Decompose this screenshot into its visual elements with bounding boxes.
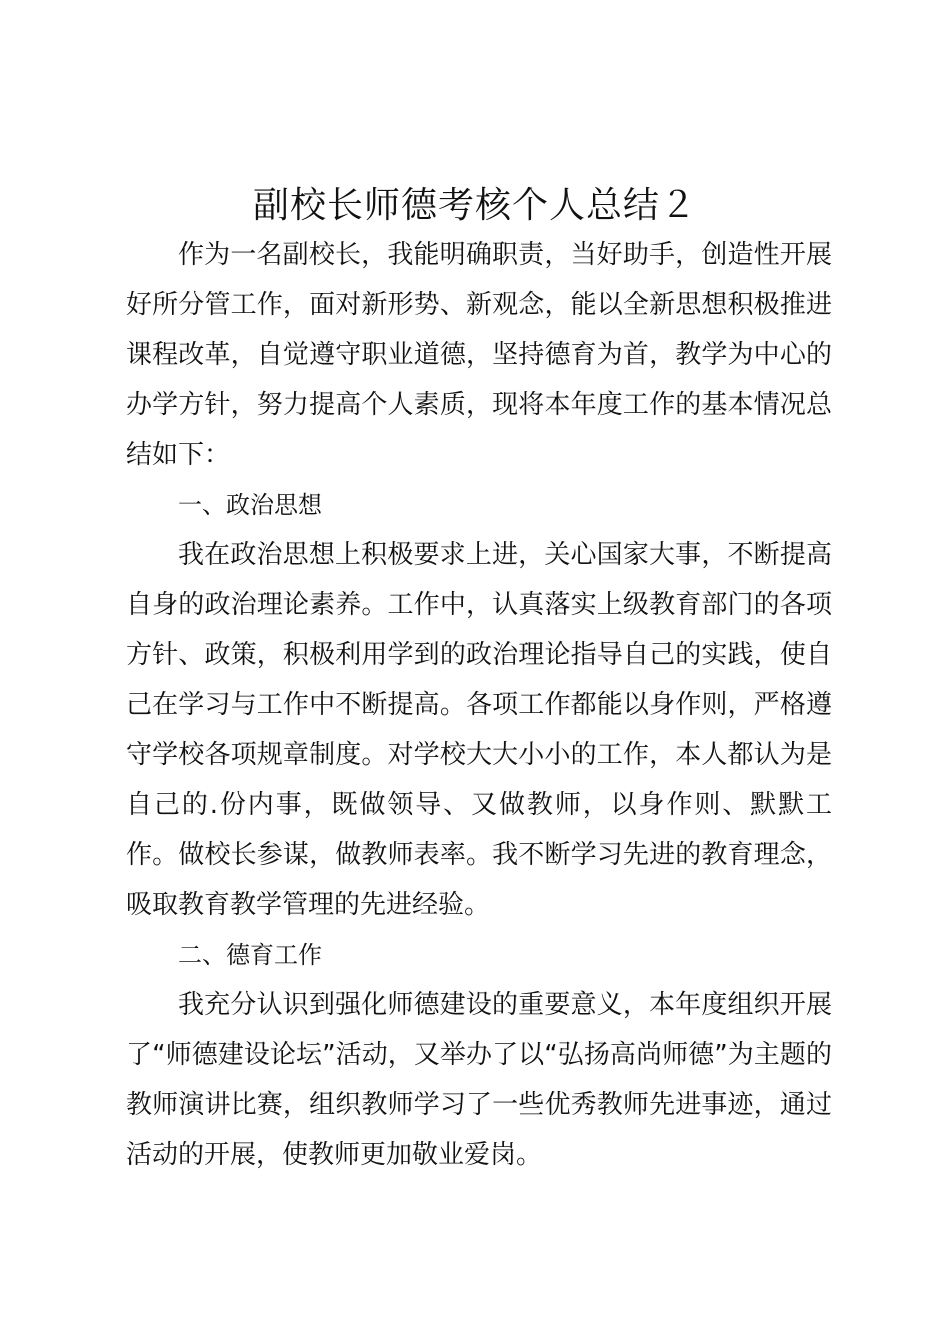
document-body — [126, 230, 832, 1180]
politics-paragraph: 我在政治思想上积极要求上进，关心国家大事，不断提高自身的政治理论素养。工作中，认真落实上级教育部门的各项方针、政策，积极利用学到的政治理论指导自己的实践，使自己在学习与工作中不断提高。各项工作都能以身作则，严格遵守学校各项规章制度。对学校大大小小的工作，本人都认为是自己的.份内事，既做领导、又做教师，以身作则、默默工作。做校长参谋，做教师表率。我不断学习先进的教育理念，吸取教育教学管理的先进经验。 — [126, 540, 832, 920]
section-heading-politics: 一、政治思想 — [178, 491, 322, 519]
section-heading-moral-education: 二、德育工作 — [178, 941, 322, 969]
document-title: 副校长师德考核个人总结２ — [252, 185, 697, 226]
moral-education-paragraph: 我充分认识到强化师德建设的重要意义，本年度组织开展了“师德建设论坛”活动，又举办了以“弘扬高尚师德”为主题的教师演讲比赛，组织教师学习了一些优秀教师先进事迹，通过活动的开展，使教师更加敬业爱岗。 — [126, 990, 832, 1170]
intro-paragraph: 作为一名副校长，我能明确职责，当好助手，创造性开展好所分管工作，面对新形势、新观念，能以全新思想积极推进课程改革，自觉遵守职业道德，坚持德育为首，教学为中心的办学方针，努力提高个人素质，现将本年度工作的基本情况总结如下： — [126, 240, 832, 470]
